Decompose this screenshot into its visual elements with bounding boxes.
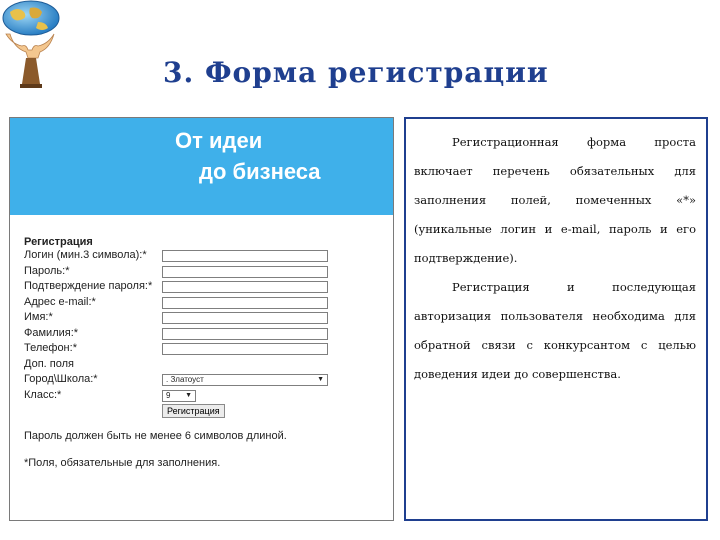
password-confirm-label: Подтверждение пароля:* xyxy=(24,280,153,292)
form-row-phone xyxy=(24,341,384,357)
banner-title-line1: От идеи xyxy=(175,128,263,153)
description-paragraph-1: Регистрационная форма проста включает перечень обязательных для заполнения полей, помеченных «*» (уникальные логин и e-mail, пароль и его подтверждение). xyxy=(414,135,696,265)
form-row-submit xyxy=(24,403,384,420)
class-value: 9 xyxy=(166,390,171,400)
required-fields-note: *Поля, обязательные для заполнения. xyxy=(24,457,221,469)
form-row-extra xyxy=(24,357,384,373)
form-row-first-name xyxy=(24,310,384,326)
register-button[interactable]: Регистрация xyxy=(162,404,225,418)
city-school-select[interactable] xyxy=(162,374,328,386)
password-length-note: Пароль должен быть не менее 6 символов длиной. xyxy=(24,430,287,442)
form-row-password xyxy=(24,264,384,280)
city-school-value: . Златоуст xyxy=(166,375,204,384)
class-label: Класс:* xyxy=(24,388,62,401)
email-input[interactable] xyxy=(162,297,328,309)
form-row-last-name xyxy=(24,326,384,342)
form-row-email xyxy=(24,295,384,311)
last-name-label: Фамилия:* xyxy=(24,326,79,339)
banner-title-line2: до бизнеса xyxy=(199,159,321,184)
phone-input[interactable] xyxy=(162,343,328,355)
description-box xyxy=(404,117,708,521)
class-select[interactable] xyxy=(162,390,196,402)
form-row-login xyxy=(24,248,384,264)
registration-form xyxy=(24,236,384,420)
dropdown-arrow-icon: ▼ xyxy=(185,391,192,399)
form-row-class xyxy=(24,388,384,404)
banner xyxy=(10,118,393,215)
password-label: Пароль:* xyxy=(24,264,70,277)
description-paragraph-2: Регистрация и последующая авторизация пользователя необходима для обратной связи с конкурсантом с целью доведения идеи до совершенства. xyxy=(414,280,696,381)
login-label: Логин (мин.3 символа):* xyxy=(24,249,147,261)
dropdown-arrow-icon: ▼ xyxy=(317,376,324,383)
password-confirm-input[interactable] xyxy=(162,281,328,293)
form-row-city xyxy=(24,372,384,388)
slide-title: 3. Форма регистрации xyxy=(163,56,549,89)
extra-fields-heading: Доп. поля xyxy=(24,357,74,370)
city-school-label: Город\Школа:* xyxy=(24,373,98,385)
first-name-label: Имя:* xyxy=(24,311,53,323)
registration-screenshot xyxy=(9,117,394,521)
email-label: Адрес e-mail:* xyxy=(24,295,96,308)
globe-hands-icon xyxy=(0,0,62,92)
first-name-input[interactable] xyxy=(162,312,328,324)
form-row-password-confirm xyxy=(24,279,384,295)
last-name-input[interactable] xyxy=(162,328,328,340)
phone-label: Телефон:* xyxy=(24,342,77,354)
login-input[interactable] xyxy=(162,250,328,262)
form-heading: Регистрация xyxy=(24,236,93,248)
password-input[interactable] xyxy=(162,266,328,278)
